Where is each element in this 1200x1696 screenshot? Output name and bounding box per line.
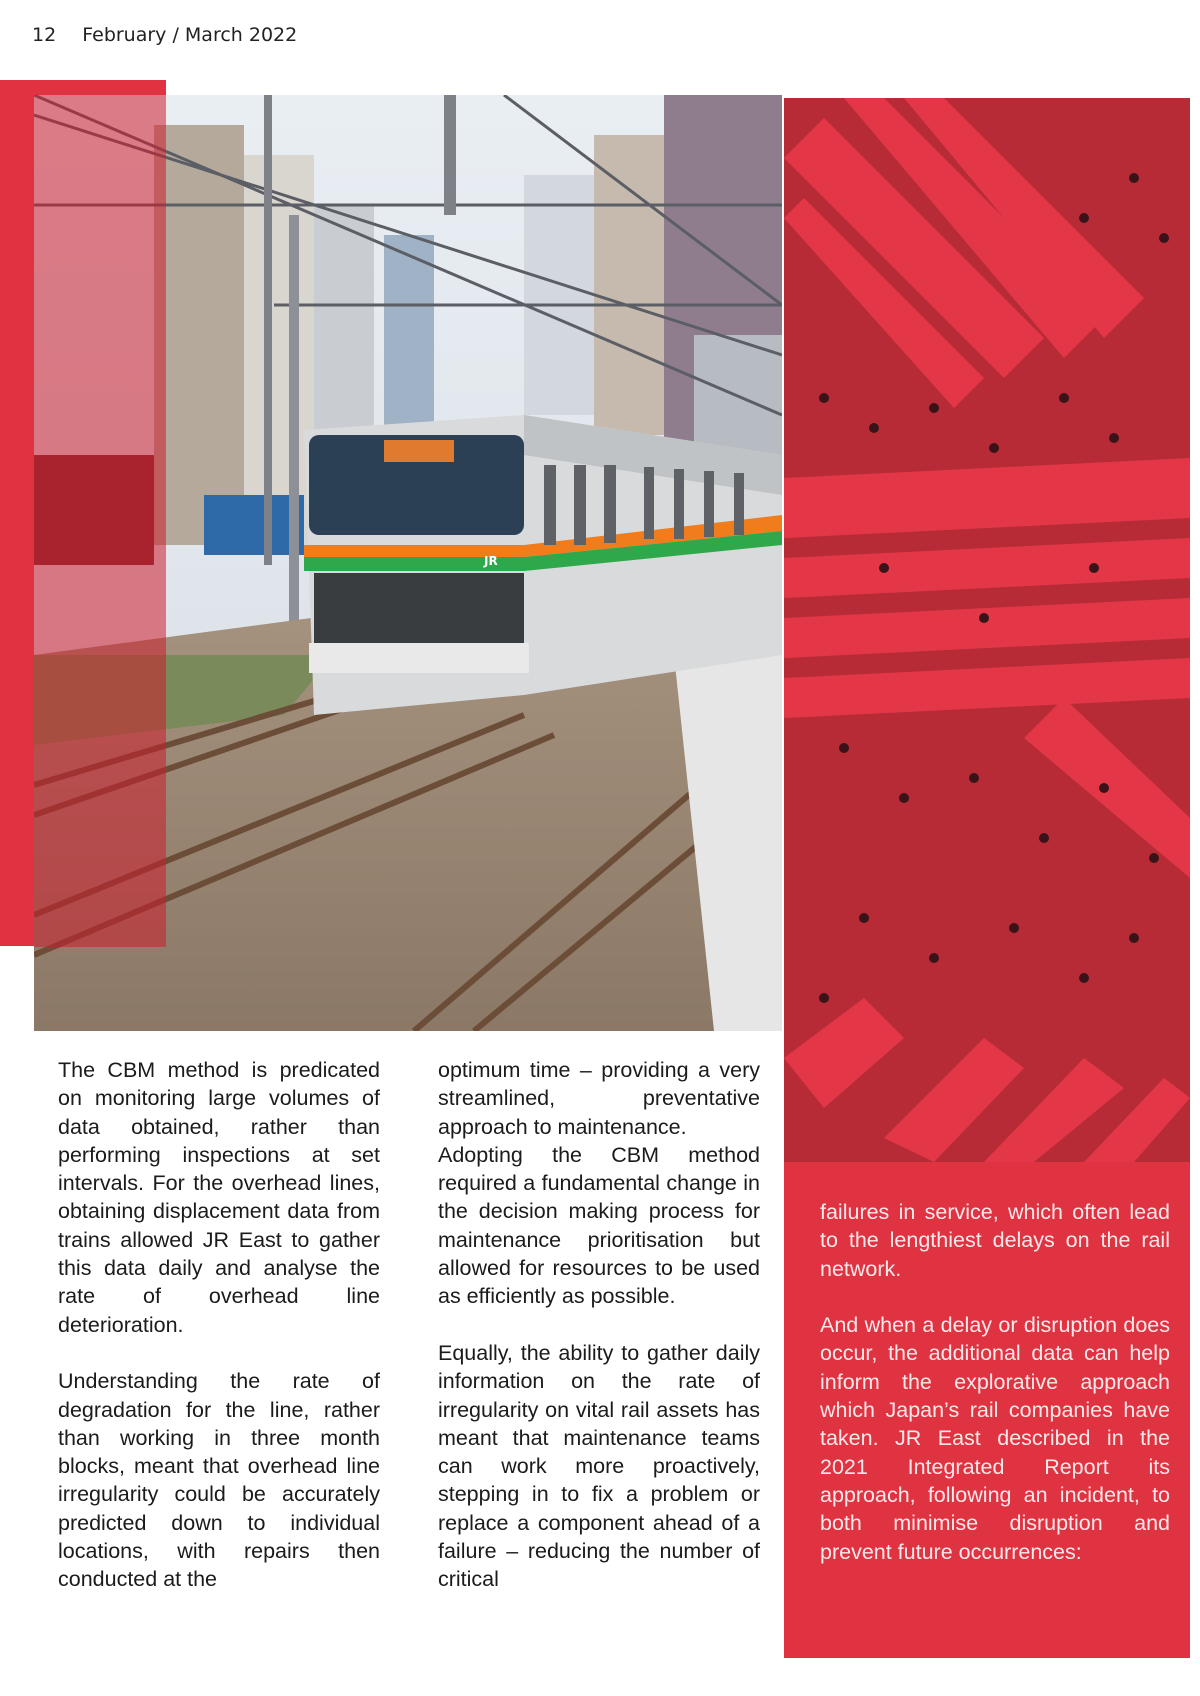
red-tint-overlay — [34, 95, 166, 947]
paragraph: The CBM method is predicated on monitoring large volumes of data obtained, rather than performing inspections at set intervals. For the overhead lines, obtaining displacement data from trains allowed JR East to gather this data daily and analyse the rate of overhead line deterioration. — [58, 1058, 380, 1337]
page-header — [32, 24, 297, 46]
page-number: 12 — [32, 24, 57, 46]
crowd-crossing-photo-icon — [784, 98, 1190, 1162]
article-column-3 — [820, 1198, 1170, 1566]
paragraph: Adopting the CBM method required a fundamental change in the decision making process for maintenance prioritisation but allowed for resources to be used as efficiently as possible. — [438, 1142, 760, 1309]
paragraph: failures in service, which often lead to the lengthiest delays on the rail network. — [820, 1200, 1170, 1281]
issue-date: February / March 2022 — [82, 24, 298, 46]
train-logo: JR — [484, 554, 498, 568]
article-column-2 — [438, 1056, 760, 1594]
paragraph: optimum time – providing a very streamlined, preventative approach to maintenance. — [438, 1058, 760, 1139]
train-photo — [34, 95, 782, 1031]
article-column-1 — [58, 1056, 380, 1594]
paragraph: Equally, the ability to gather daily information on the rate of irregularity on vital rail assets has meant that maintenance teams can work more proactively, stepping in to fix a problem or replace a component ahead of a failure – reducing the number of critical — [438, 1340, 760, 1592]
paragraph: Understanding the rate of degradation for the line, rather than working in three month blocks, meant that overhead line irregularity could be accurately predicted down to individual locations, with repairs then conducted at the — [58, 1369, 380, 1592]
crowd-photo — [784, 98, 1190, 1162]
paragraph: And when a delay or disruption does occur, the additional data can help inform the explorative approach which Japan’s rail companies have taken. JR East described in the 2021 Integrated Report its approach, following an incident, to both minimise disruption and prevent future occurrences: — [820, 1313, 1170, 1564]
